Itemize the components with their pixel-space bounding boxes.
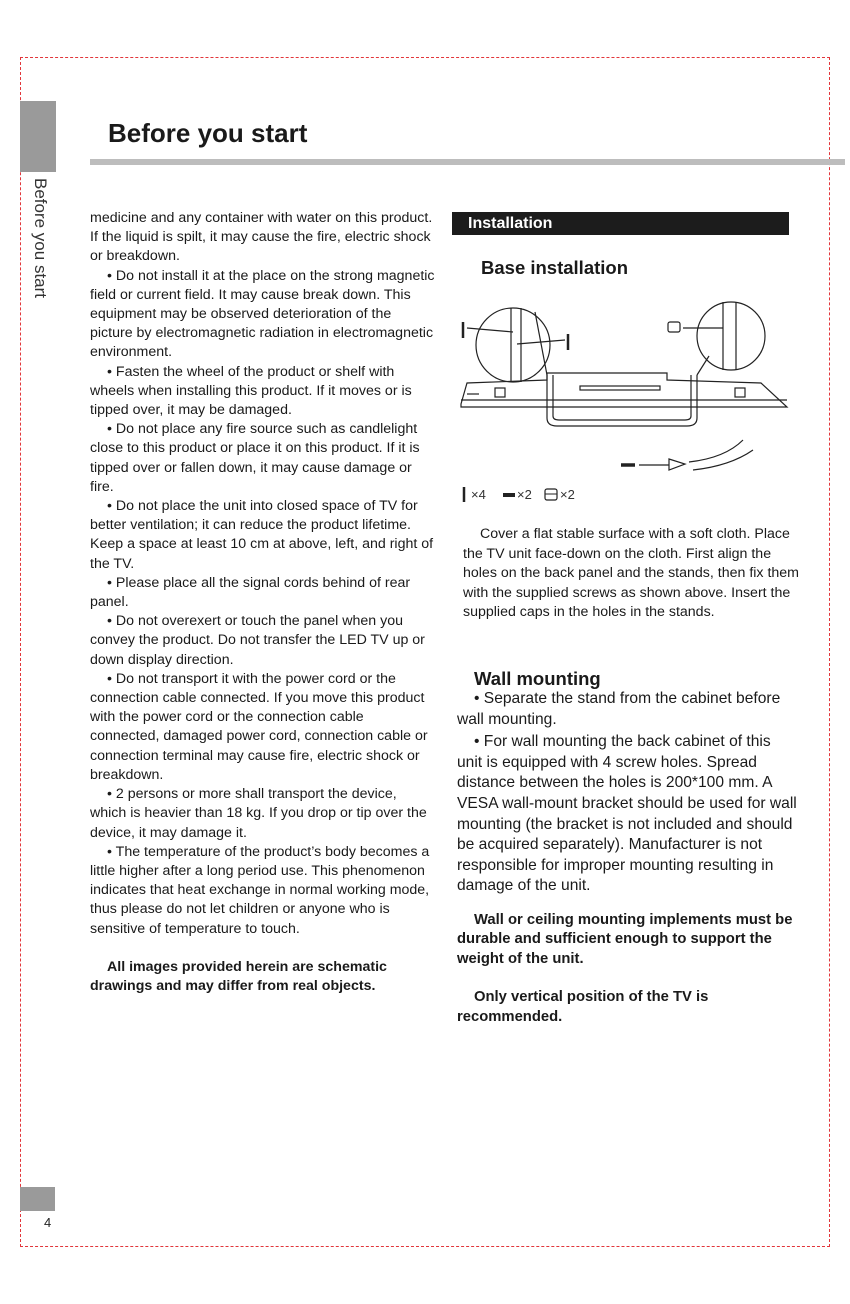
- page-tab-marker: [20, 1187, 55, 1211]
- safety-paragraph: • Please place all the signal cords behind of rear panel.: [90, 574, 411, 611]
- safety-paragraph: • Do not place any fire source such as candlelight close to this product or place it on this product. If it is tipped over or fallen down, it may cause damage or fire.: [90, 421, 420, 495]
- side-tab-marker: [20, 101, 56, 172]
- wall-paragraph: • Separate the stand from the cabinet before wall mounting.: [457, 690, 781, 728]
- safety-column: [90, 209, 435, 996]
- parts-legend: [458, 484, 658, 508]
- cap-quantity: ×2: [560, 487, 575, 502]
- screw-quantity: ×4: [471, 487, 486, 502]
- wall-warning: Wall or ceiling mounting implements must be durable and sufficient enough to support the weight of the unit.: [457, 911, 793, 967]
- safety-paragraph: • Fasten the wheel of the product or shelf with wheels when installing this product. If it moves or is tipped over, it may be damaged.: [90, 363, 412, 419]
- wall-mounting-section: [457, 689, 797, 1027]
- stand-quantity: ×2: [517, 487, 532, 502]
- page-title: Before you start: [108, 118, 308, 148]
- installation-section-bar: Installation: [452, 212, 789, 235]
- side-section-label-text: Before you start: [31, 178, 50, 299]
- safety-paragraph: • Do not overexert or touch the panel when you convey the product. Do not transfer the LED TV up or down display direction.: [90, 613, 425, 668]
- safety-paragraph: • Do not transport it with the power cord or the connection cable connected. If you move this product with the power cord or the connection cable connected, damaged power cord, connection cable or connection terminal may cause fire, electric shock or breakdown.: [90, 670, 428, 783]
- wall-paragraph: • For wall mounting the back cabinet of this unit is equipped with 4 screw holes. Spread distance between the holes is 200*100 mm. A VESA wall-mount bracket should be used for wall mounting (the bracket is not included and should be acquired separately). Manufacturer is not responsible for improper mounting resulting in damage of the unit.: [457, 733, 797, 895]
- safety-paragraph: medicine and any container with water on this product. If the liquid is spilt, it may cause the fire, electric shock or breakdown.: [90, 210, 433, 265]
- left-detail-circle: [476, 308, 550, 382]
- wall-mounting-heading: Wall mounting: [474, 668, 601, 689]
- safety-paragraph: • Do not install it at the place on the strong magnetic field or current field. It may cause break down. This equipment may be observed deterioration of the picture by electromagnetic radiation in electromagnetic environment.: [90, 267, 435, 361]
- safety-paragraph: • 2 persons or more shall transport the device, which is heavier than 18 kg. If you drop or tip over the device, it may damage it.: [90, 786, 427, 841]
- side-section-label: [24, 178, 52, 320]
- base-installation-heading: Base installation: [481, 257, 629, 278]
- safety-paragraph: • Do not place the unit into closed space of TV for better ventilation; it can reduce the product lifetime. Keep a space at least 10 cm at above, left, and right of the TV.: [90, 498, 434, 572]
- orientation-note: Only vertical position of the TV is recommended.: [457, 989, 709, 1025]
- base-installation-text: Cover a flat stable surface with a soft cloth. Place the TV unit face-down on the cloth. First align the holes on the back panel and the stands, then fix them with the supplied screws as shown above. Insert the supplied caps in the holes in the stands.: [463, 526, 799, 620]
- safety-paragraph: • The temperature of the product’s body becomes a little higher after a long period use. This phenomenon indicates that heat exchange in normal working mode, thus please do not let children or anyone who is sensitive of temperature to touch.: [90, 843, 430, 937]
- title-rule: [90, 159, 845, 165]
- schematic-note: All images provided herein are schematic drawings and may differ from real objects.: [90, 958, 387, 994]
- page-number: 4: [44, 1215, 52, 1230]
- base-installation-diagram: [455, 290, 795, 482]
